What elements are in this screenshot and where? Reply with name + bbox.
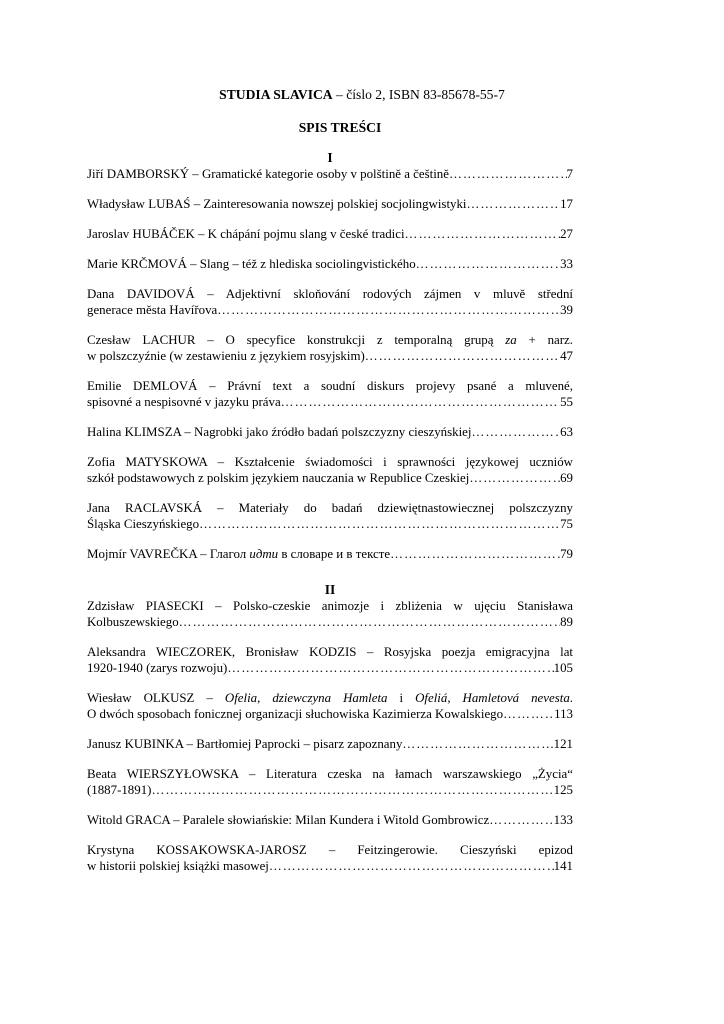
page-number: 75 (560, 517, 573, 531)
toc-entry-last-line (87, 394, 573, 410)
toc-entry-last-line (87, 660, 573, 676)
table-of-contents (87, 150, 573, 888)
journal-issue-isbn: – číslo 2, ISBN 83-85678-55-7 (332, 87, 505, 102)
toc-entry-last-line (87, 470, 573, 486)
toc-entry-last-line (87, 736, 573, 752)
toc-entry-line: Krystyna KOSSAKOWSKA-JAROSZ – Feitzingerowie. Cieszyński epizod (87, 843, 573, 857)
toc-entry-last-line (87, 706, 573, 722)
toc-entry-text: Czesław LACHUR – O specyfice konstrukcji z temporalną grupą (87, 333, 506, 347)
page-number: 89 (560, 615, 573, 629)
leader-dots (217, 302, 560, 318)
toc-entry-text: szkół podstawowych z polskim językiem nauczania w Republice Czeskiej (87, 471, 470, 485)
toc-entry-text: Kolbuszewskiego (87, 615, 179, 629)
toc-entry-text: Ofelia, dziewczyna Hamleta (224, 691, 388, 705)
leader-dots (471, 424, 560, 440)
section-heading: II (324, 582, 336, 597)
leader-dots (151, 782, 553, 798)
toc-entry-last-line (87, 424, 573, 440)
toc-entry-last-line (87, 196, 573, 212)
toc-entry-line: Dana DAVIDOVÁ – Adjektivní skloňování rodových zájmen v mluvě střední (87, 287, 573, 301)
toc-entry (87, 812, 573, 828)
toc-entry (87, 286, 573, 318)
toc-entry-text: Jiří DAMBORSKÝ – Gramatické kategorie osoby v polštině a češtině (87, 167, 449, 181)
page-number: 17 (560, 197, 573, 211)
toc-entry-text: Jaroslav HUBÁČEK – K chápání pojmu slang v české tradici (87, 227, 405, 241)
toc-entry-line: Emilie DEMLOVÁ – Právní text a soudní diskurs projevy psané a mluvené, (87, 379, 573, 393)
toc-entry-text: za (505, 333, 517, 347)
toc-entry (87, 842, 573, 874)
page-number: 133 (553, 813, 573, 827)
toc-entry-text: w polszczyźnie (w zestawieniu z językiem rosyjskim) (87, 349, 365, 363)
toc-entry-last-line (87, 166, 573, 182)
journal-name: STUDIA SLAVICA (219, 87, 333, 102)
toc-entry-last-line (87, 546, 573, 562)
toc-entry-last-line (87, 302, 573, 318)
leader-dots (199, 516, 560, 532)
toc-entry-last-line (87, 614, 573, 630)
toc-entry (87, 546, 573, 562)
toc-entry-text: Wiesław OLKUSZ – (87, 691, 225, 705)
toc-entry (87, 690, 573, 722)
page-number: 125 (553, 783, 573, 797)
toc-entry-text: Witold GRACA – Paralele słowiańskie: Milan Kundera i Witold Gombrowicz (87, 813, 490, 827)
toc-entry-text: generace města Havířova (87, 303, 218, 317)
page-number: 69 (560, 471, 573, 485)
toc-entry (87, 598, 573, 630)
section-heading: I (327, 150, 333, 165)
toc-entry (87, 166, 573, 182)
toc-entry-text: 1920-1940 (zarys rozwoju) (87, 661, 228, 675)
leader-dots (416, 256, 560, 272)
page-number: 113 (554, 707, 573, 721)
toc-entry-text: Śląska Cieszyńskiego (87, 517, 200, 531)
toc-entry-last-line (87, 782, 573, 798)
toc-entry-text: spisovné a nespisovné v jazyku práva (87, 395, 281, 409)
leader-dots (469, 470, 560, 486)
page-number: 7 (566, 167, 573, 181)
page-number: 105 (553, 661, 573, 675)
toc-entry (87, 736, 573, 752)
page-number: 47 (560, 349, 573, 363)
toc-entry-text: Halina KLIMSZA – Nagrobki jako źródło badań polszczyzny cieszyńskiej (87, 425, 472, 439)
toc-entry-last-line (87, 226, 573, 242)
toc-entry-text: Władysław LUBAŚ – Zainteresowania nowszej polskiej socjolingwistyki (87, 197, 467, 211)
toc-title: SPIS TREŚCI (298, 120, 382, 135)
toc-entry-last-line (87, 812, 573, 828)
toc-entry-text: i (387, 691, 416, 705)
page-number: 27 (560, 227, 573, 241)
toc-entry-text: O dwóch sposobach fonicznej organizacji słuchowiska Kazimierza Kowalskiego (87, 707, 504, 721)
toc-entry-text: . (569, 691, 574, 705)
toc-entry-text (87, 546, 390, 562)
page-number: 141 (553, 859, 573, 873)
leader-dots (227, 660, 553, 676)
leader-dots (449, 166, 567, 182)
leader-dots (179, 614, 560, 630)
toc-entry (87, 226, 573, 242)
leader-dots (390, 546, 560, 562)
toc-entry (87, 378, 573, 410)
toc-entry-line: Zdzisław PIASECKI – Polsko-czeskie animozje i zbliżenia w ujęciu Stanisława (87, 599, 573, 613)
toc-entry-line (87, 690, 573, 706)
toc-entry-text: в словаре и в тексте (278, 547, 391, 561)
leader-dots (489, 812, 553, 828)
toc-entry-last-line (87, 348, 573, 364)
toc-entry-last-line (87, 256, 573, 272)
journal-header (0, 86, 724, 104)
leader-dots (503, 706, 554, 722)
toc-entry (87, 454, 573, 486)
page-number: 55 (560, 395, 573, 409)
page-number: 39 (560, 303, 573, 317)
toc-entry-text: Ofeliá, Hamletová nevesta (415, 691, 570, 705)
toc-entry-text: идти (249, 547, 279, 561)
page-number: 63 (560, 425, 573, 439)
leader-dots (405, 226, 561, 242)
toc-entry (87, 332, 573, 364)
toc-entry-text: Janusz KUBINKA – Bartłomiej Paprocki – pisarz zapoznany (87, 737, 403, 751)
leader-dots (281, 394, 560, 410)
toc-entry (87, 644, 573, 676)
leader-dots (365, 348, 560, 364)
leader-dots (467, 196, 561, 212)
toc-entry (87, 196, 573, 212)
toc-entry (87, 500, 573, 532)
toc-entry-last-line (87, 516, 573, 532)
toc-entry-text: + narz. (516, 333, 573, 347)
toc-entry-line: Beata WIERSZYŁOWSKA – Literatura czeska na łamach warszawskiego „Życia“ (87, 767, 573, 781)
toc-entry (87, 766, 573, 798)
toc-entry-text: (1887-1891) (87, 783, 152, 797)
page-number: 33 (560, 257, 573, 271)
toc-entry-text: w historii polskiej książki masowej (87, 859, 269, 873)
toc-entry-line: Jana RACLAVSKÁ – Materiały do badań dziewiętnastowiecznej polszczyzny (87, 501, 573, 515)
leader-dots (269, 858, 554, 874)
toc-entry (87, 256, 573, 272)
toc-entry-text: Mojmír VAVREČKA – Глагол (87, 547, 250, 561)
page-number: 121 (553, 737, 573, 751)
toc-entry-line (87, 332, 573, 348)
page-number: 79 (560, 547, 573, 561)
toc-entry (87, 424, 573, 440)
toc-entry-text: Marie KRČMOVÁ – Slang – též z hlediska sociolingvistického (87, 257, 416, 271)
toc-entry-line: Aleksandra WIECZOREK, Bronisław KODZIS – Rosyjska poezja emigracyjna lat (87, 645, 573, 659)
toc-entry-last-line (87, 858, 573, 874)
leader-dots (402, 736, 553, 752)
toc-entry-line: Zofia MATYSKOWA – Kształcenie świadomości i sprawności językowej uczniów (87, 455, 573, 469)
